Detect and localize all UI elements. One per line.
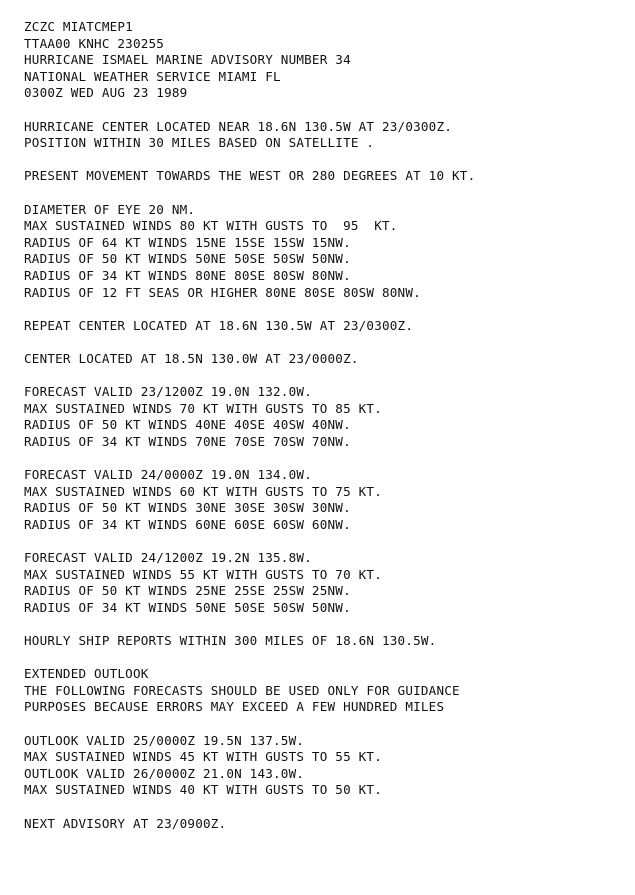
eye-diameter-line: DIAMETER OF EYE 20 NM. — [24, 201, 196, 217]
issue-time: 0300Z WED AUG 23 1989 — [24, 85, 188, 101]
forecast-winds-line: MAX SUSTAINED WINDS 70 KT WITH GUSTS TO 85 KT. — [24, 400, 382, 416]
position-accuracy-line: POSITION WITHIN 30 MILES BASED ON SATELLITE . — [24, 135, 375, 151]
ship-reports-line: HOURLY SHIP REPORTS WITHIN 300 MILES OF 18.6N 130.5W. — [24, 632, 437, 648]
issuing-office: NATIONAL WEATHER SERVICE MIAMI FL — [24, 68, 281, 84]
center-location-line: HURRICANE CENTER LOCATED NEAR 18.6N 130.5W AT 23/0300Z. — [24, 118, 453, 134]
next-advisory-block — [24, 816, 624, 833]
ship-reports-block — [24, 633, 624, 650]
outlook-valid-line: OUTLOOK VALID 26/0000Z 21.0N 143.0W. — [24, 765, 305, 781]
forecast-winds-line: MAX SUSTAINED WINDS 60 KT WITH GUSTS TO 75 KT. — [24, 483, 382, 499]
repeat-center-block — [24, 318, 624, 335]
forecast-block — [24, 550, 624, 616]
forecast-winds-line: MAX SUSTAINED WINDS 55 KT WITH GUSTS TO 70 KT. — [24, 566, 382, 582]
forecast-block — [24, 467, 624, 533]
outlook-winds-line: MAX SUSTAINED WINDS 45 KT WITH GUSTS TO 55 KT. — [24, 749, 382, 765]
outlook-block — [24, 733, 624, 799]
forecast-block — [24, 384, 624, 450]
center-block — [24, 119, 624, 152]
forecast-radius-50kt-line: RADIUS OF 50 KT WINDS 25NE 25SE 25SW 25NW. — [24, 583, 351, 599]
previous-center-line: CENTER LOCATED AT 18.5N 130.0W AT 23/0000Z. — [24, 350, 359, 366]
radius-seas-line: RADIUS OF 12 FT SEAS OR HIGHER 80NE 80SE 80SW 80NW. — [24, 284, 421, 300]
header-block — [24, 19, 624, 102]
intensity-block — [24, 202, 624, 302]
forecast-radius-34kt-line: RADIUS OF 34 KT WINDS 70NE 70SE 70SW 70NW. — [24, 433, 351, 449]
advisory-document — [24, 19, 624, 849]
forecast-radius-34kt-line: RADIUS OF 34 KT WINDS 50NE 50SE 50SW 50NW. — [24, 599, 351, 615]
bulletin-id-line: TTAA00 KNHC 230255 — [24, 35, 165, 51]
forecast-valid-line: FORECAST VALID 24/0000Z 19.0N 134.0W. — [24, 467, 312, 483]
movement-line: PRESENT MOVEMENT TOWARDS THE WEST OR 280 DEGREES AT 10 KT. — [24, 168, 476, 184]
radius-34kt-line: RADIUS OF 34 KT WINDS 80NE 80SE 80SW 80NW. — [24, 267, 351, 283]
next-advisory-line: NEXT ADVISORY AT 23/0900Z. — [24, 815, 227, 831]
guidance-note-line: PURPOSES BECAUSE ERRORS MAY EXCEED A FEW HUNDRED MILES — [24, 699, 445, 715]
outlook-valid-line: OUTLOOK VALID 25/0000Z 19.5N 137.5W. — [24, 732, 305, 748]
max-winds-line: MAX SUSTAINED WINDS 80 KT WITH GUSTS TO 95 KT. — [24, 218, 398, 234]
previous-center-block — [24, 351, 624, 368]
guidance-note-line: THE FOLLOWING FORECASTS SHOULD BE USED ONLY FOR GUIDANCE — [24, 682, 460, 698]
radius-50kt-line: RADIUS OF 50 KT WINDS 50NE 50SE 50SW 50NW. — [24, 251, 351, 267]
forecast-valid-line: FORECAST VALID 23/1200Z 19.0N 132.0W. — [24, 384, 312, 400]
forecast-radius-50kt-line: RADIUS OF 50 KT WINDS 30NE 30SE 30SW 30NW. — [24, 500, 351, 516]
repeat-center-line: REPEAT CENTER LOCATED AT 18.6N 130.5W AT 23/0300Z. — [24, 317, 414, 333]
forecast-radius-50kt-line: RADIUS OF 50 KT WINDS 40NE 40SE 40SW 40NW. — [24, 417, 351, 433]
forecast-radius-34kt-line: RADIUS OF 34 KT WINDS 60NE 60SE 60SW 60NW. — [24, 516, 351, 532]
advisory-title: HURRICANE ISMAEL MARINE ADVISORY NUMBER 34 — [24, 52, 351, 68]
movement-block — [24, 168, 624, 185]
wmo-header-line: ZCZC MIATCMEP1 — [24, 19, 133, 34]
forecast-valid-line: FORECAST VALID 24/1200Z 19.2N 135.8W. — [24, 550, 312, 565]
extended-outlook-heading: EXTENDED OUTLOOK — [24, 666, 149, 682]
radius-64kt-line: RADIUS OF 64 KT WINDS 15NE 15SE 15SW 15NW. — [24, 234, 351, 250]
outlook-winds-line: MAX SUSTAINED WINDS 40 KT WITH GUSTS TO 50 KT. — [24, 782, 382, 798]
extended-outlook-block — [24, 666, 624, 716]
